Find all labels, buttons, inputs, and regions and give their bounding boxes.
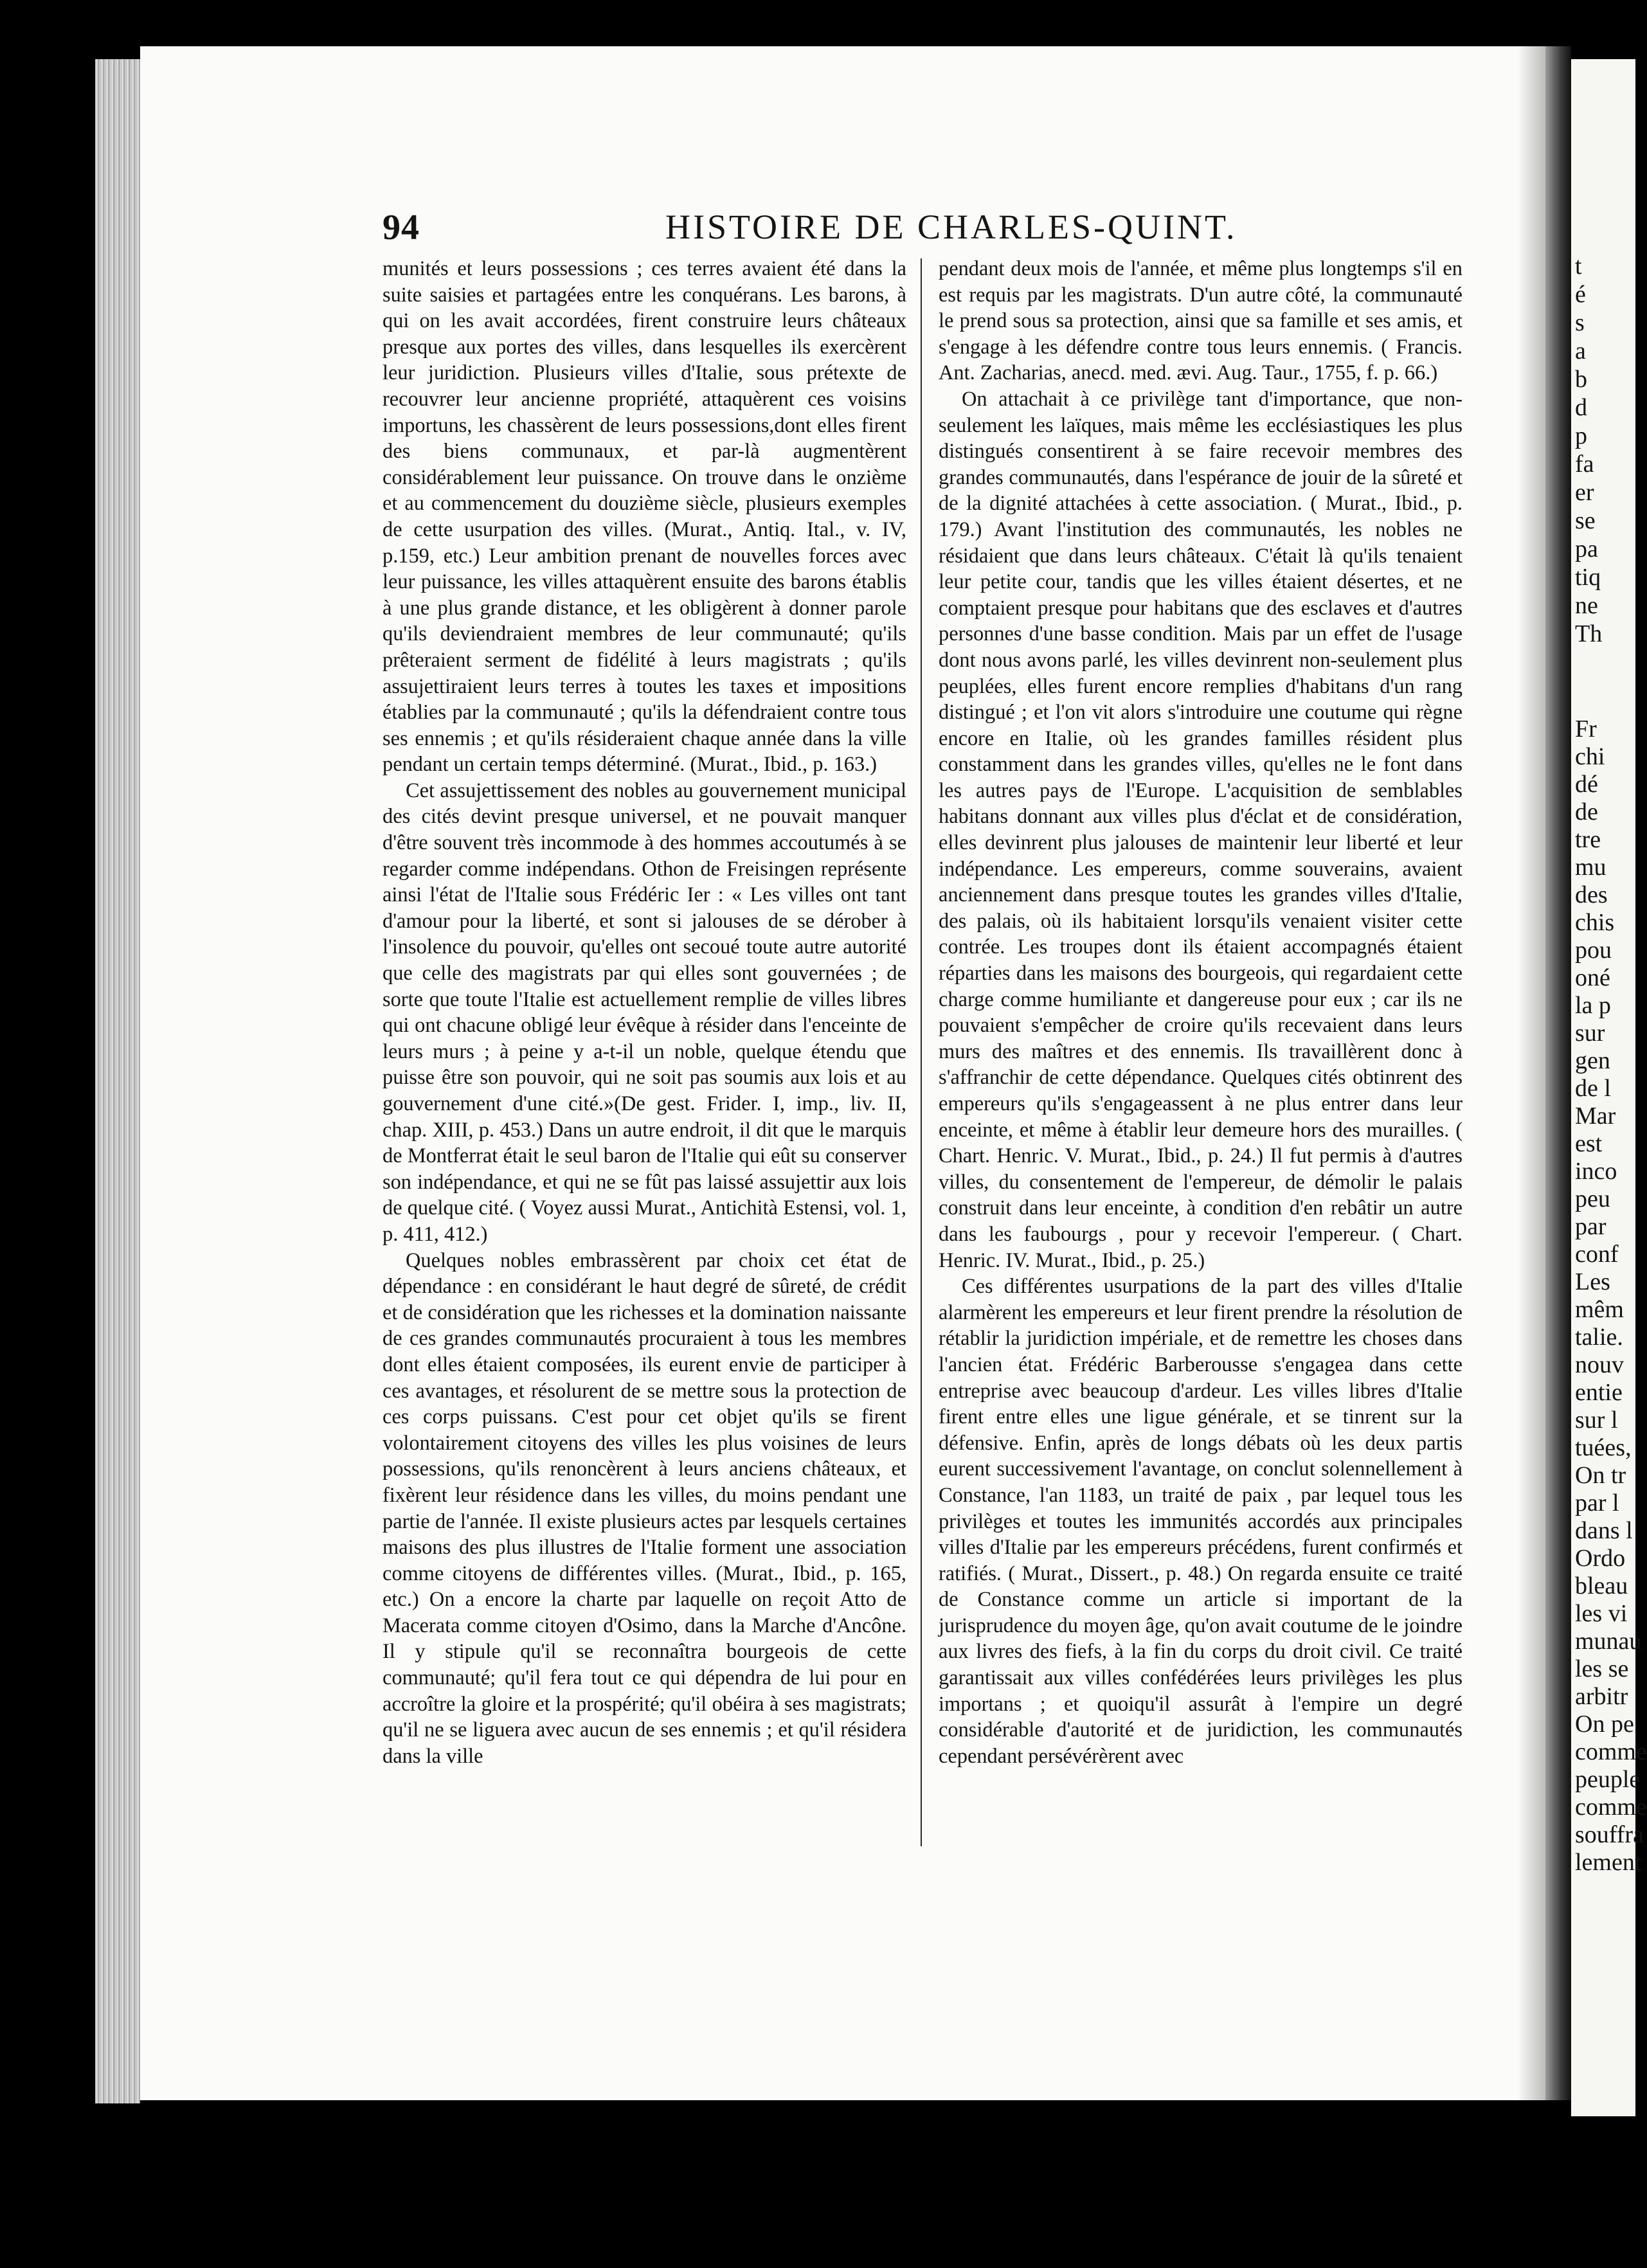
page-header: [382, 207, 1238, 248]
facing-page-fragment-text: par: [1575, 1213, 1607, 1240]
facing-page-fragment-text: inco: [1575, 1158, 1617, 1185]
left-text-column: [382, 256, 906, 1769]
facing-page-fragment-text: souffra: [1575, 1821, 1644, 1848]
facing-page-fragment-text: tiq: [1575, 564, 1601, 591]
paragraph: munités et leurs possessions ; ces terres avaient été dans la suite saisies et partagées entre les conquérans. Les barons, à qui on les avait accordées, firent construire leurs châteaux presque aux portes des villes, dans lesquelles ils exercèrent leur juridiction. Plusieurs villes d'Italie, sous prétexte de recouvrer leur ancienne propriété, attaquèrent ces voisins importuns, les chassèrent de leurs possessions,dont elles firent des biens communaux, et par-là augmentèrent considérablement leur puissance. On trouve dans le onzième et au commencement du douzième siècle, plusieurs exemples de cette usurpation des villes. (Murat., Antiq. Ital., v. IV, p.159, etc.) Leur ambition prenant de nouvelles forces avec leur puissance, les villes attaquèrent ensuite des barons établis à une plus grande distance, et les obligèrent à donner parole qu'ils deviendraient membres de leur communauté; qu'ils prêteraient serment de fidélité à leurs magistrats ; qu'ils assujettiraient leurs terres à toutes les taxes et impositions établies par la communauté ; qu'ils la défendraient contre tous ses ennemis ; et qu'ils résideraient chaque année dans la ville pendant un certain temps déterminé. (Murat., Ibid., p. 163.): [382, 257, 906, 777]
facing-page-fragment-text: p: [1575, 422, 1587, 449]
facing-page-fragment-text: nouv: [1575, 1351, 1624, 1378]
facing-page-fragment-text: peu: [1575, 1185, 1610, 1212]
facing-page-fragment-text: talie.: [1575, 1324, 1623, 1351]
facing-page-fragment-text: a: [1575, 338, 1586, 364]
facing-page-fragment-text: Les: [1575, 1268, 1610, 1295]
facing-page-fragment-text: On tr: [1575, 1462, 1626, 1489]
facing-page-fragment: [1571, 59, 1647, 2116]
facing-page-fragment-text: mu: [1575, 854, 1607, 881]
facing-page-fragment-text: la p: [1575, 992, 1611, 1019]
facing-page-fragment-text: conf: [1575, 1241, 1619, 1268]
paragraph: pendant deux mois de l'année, et même plus longtemps s'il en est requis par les magistrats. D'un autre côté, la communauté le prend sous sa protection, ainsi que sa famille et ses amis, et s'engage à les défendre contre tous leurs ennemis. ( Francis. Ant. Zacharias, anecd. med. ævi. Aug. Taur., 1755, f. p. 66.): [939, 257, 1462, 385]
facing-page-fragment-text: tuées,: [1575, 1434, 1632, 1461]
book-page-edges: [95, 59, 140, 2103]
facing-page-fragment-text: comme: [1575, 1738, 1647, 1765]
facing-page-fragment-text: oné: [1575, 964, 1610, 991]
paragraph: Ces différentes usurpations de la part des villes d'Italie alarmèrent les empereurs et leur firent prendre la résolution de rétablir la juridiction impériale, et de remettre les choses dans l'ancien état. Frédéric Barberousse s'engagea dans cette entreprise avec beaucoup d'ardeur. Les villes libres d'Italie firent entre elles une ligue générale, et se tinrent sur la défensive. Enfin, après de longs débats où les deux partis eurent successivement l'avantage, on conclut solennellement à Constance, l'an 1183, un traité de paix , par lequel tous les privilèges et toutes les immunités accordés aux principales villes d'Italie par les empereurs précédens, furent confirmés et ratifiés. ( Murat., Dissert., p. 48.) On regarda ensuite ce traité de Constance comme un article si important de la jurisprudence du moyen âge, qu'on avait coutume de le joindre aux livres des fiefs, à la fin du corps du droit civil. Ce traité garantissait aux villes confédérées leurs privilèges les plus importans ; et quoiqu'il assurât à l'empire un degré considérable d'autorité et de juridiction, les communautés cependant persévérèrent avec: [939, 1275, 1462, 1768]
page-number: 94: [382, 208, 420, 248]
facing-page-fragment-text: pa: [1575, 536, 1598, 562]
spine-shadow: [1517, 46, 1545, 2100]
facing-page-fragment-text: dé: [1575, 771, 1598, 798]
paragraph: Quelques nobles embrassèrent par choix cet état de dépendance : en considérant le haut degré de sûreté, de crédit et de considération que les richesses et la domination naissante de ces grandes communautés procuraient à tous les membres dont elles étaient composées, ils eurent envie de participer à ces avantages, et résolurent de se mettre sous la protection de ces corps puissans. C'est pour cet objet qu'ils se firent volontairement citoyens des villes les plus voisines de leurs possessions, qu'ils renoncèrent à leurs anciens châteaux, et fixèrent leur résidence dans les villes, du moins pendant une partie de l'année. Il existe plusieurs actes par lesquels certaines maisons des plus illustres de l'Italie forment une association comme citoyens de différentes villes. (Murat., Ibid., p. 165, etc.) On a encore la charte par laquelle on reçoit Atto de Macerata comme citoyen d'Osimo, dans la Marche d'Ancône. Il y stipule qu'il se reconnaîtra bourgeois de cette communauté; qu'il fera tout ce qui dépendra de lui pour en accroître la gloire et la prospérité; qu'il obéira à ses magistrats; qu'il ne se liguera avec aucun de ses ennemis ; et qu'il résidera dans la ville: [382, 1248, 906, 1768]
facing-page-fragment-text: peuple: [1575, 1766, 1641, 1793]
facing-page-fragment-text: ne: [1575, 592, 1598, 619]
book-gutter: [1545, 46, 1571, 2100]
facing-page-fragment-text: par l: [1575, 1490, 1619, 1516]
facing-page-fragment-text: gen: [1575, 1047, 1610, 1074]
facing-page-fragment-text: s: [1575, 309, 1585, 336]
facing-page-fragment-text: les vi: [1575, 1600, 1628, 1627]
facing-page-fragment-text: Fr: [1575, 716, 1597, 742]
facing-page-fragment-text: Ordo: [1575, 1545, 1626, 1572]
facing-page-fragment-text: fa: [1575, 451, 1594, 478]
facing-page-fragment-text: chis: [1575, 909, 1615, 936]
facing-page-fragment-text: On pe: [1575, 1711, 1634, 1738]
facing-page-fragment-text: est: [1575, 1130, 1603, 1157]
paragraph: On attachait à ce privilège tant d'importance, que non-seulement les laïques, mais même les ecclésiastiques les plus distingués consentirent à se faire recevoir membres des grandes communautés, dans l'espérance de jouir de la sûreté et de la dignité attachées à cette association. ( Murat., Ibid., p. 179.) Avant l'institution des communautés, les nobles ne résidaient que dans leurs châteaux. C'était là qu'ils tenaient leur petite cour, tandis que les villes étaient désertes, et ne comptaient presque pour habitans que des esclaves et d'autres personnes d'une basse condition. Mais par un effet de l'usage dont nous avons parlé, les villes devinrent non-seulement plus peuplées, elles furent encore remplies d'habitans d'un rang distingué ; et l'on vit alors s'introduire une coutume qui règne encore en Italie, où les grandes familles résident plus constamment dans les grandes villes, qu'elles ne le font dans les autres pays de l'Europe. L'acquisition de semblables habitans donnant aux villes plus d'éclat et de considération, elles devinrent plus jalouses de maintenir leur liberté et leur indépendance. Les empereurs, comme souverains, avaient anciennement dans presque toutes les grandes villes d'Italie, des palais, où ils habitaient lorsqu'ils venaient visiter cette contrée. Les troupes dont ils étaient accompagnés étaient réparties dans les maisons des bourgeois, qui regardaient cette charge comme humiliante et dangereuse pour eux ; car ils ne pouvaient s'empêcher de croire qu'ils recevaient dans leurs murs des maîtres et des ennemis. Ils travaillèrent donc à s'affranchir de cette dépendance. Quelques cités obtinrent des empereurs qu'ils s'engageassent à ne plus entrer dans leur enceinte, et même à établir leur demeure hors des murailles. ( Chart. Henric. V. Murat., Ibid., p. 24.) Il fut permis à d'autres villes, du consentement de l'empereur, de démolir le palais construit dans leur enceinte, à condition d'en rebâtir un autre dans les faubourgs , pour y recevoir l'empereur. ( Chart. Henric. IV. Murat., Ibid., p. 25.): [939, 387, 1462, 1272]
facing-page-fragment-text: les se: [1575, 1655, 1629, 1682]
facing-page-fragment-text: munau: [1575, 1628, 1642, 1655]
facing-page-fragment-text: er: [1575, 479, 1594, 506]
facing-page-fragment-text: pou: [1575, 937, 1612, 964]
facing-page-fragment-text: Mar: [1575, 1102, 1616, 1130]
right-text-column: [939, 256, 1462, 1769]
facing-page-fragment-text: comme: [1575, 1794, 1647, 1821]
facing-page-fragment-text: de l: [1575, 1075, 1611, 1102]
column-divider: [921, 258, 922, 1846]
facing-page-fragment-text: sur: [1575, 1020, 1605, 1047]
facing-page-fragment-text: lement: [1575, 1849, 1642, 1876]
facing-page-fragment-text: chi: [1575, 743, 1605, 770]
running-title: HISTOIRE DE CHARLES-QUINT.: [665, 208, 1238, 246]
facing-page-fragment-text: tre: [1575, 826, 1601, 853]
facing-page-fragment-text: d: [1575, 394, 1587, 421]
paragraph: Cet assujettissement des nobles au gouvernement municipal des cités devint presque universel, et ne pouvait manquer d'être souvent très incommode à des hommes accoutumés à se regarder comme indépendans. Othon de Freisingen représente ainsi l'état de l'Italie sous Frédéric Ier : « Les villes ont tant d'amour pour la liberté, et sont si jalouses de se dérober à l'insolence du pouvoir, qu'elles ont secoué toute autre autorité que celle des magistrats par qui elles sont gouvernées ; de sorte que toute l'Italie est actuellement remplie de villes libres qui ont chacune obligé leur évêque à résider dans l'enceinte de leurs murs ; à peine y a-t-il un noble, quelque étendu que puisse être son pouvoir, qui ne soit pas soumis aux lois et au gouvernement d'une cité.»(De gest. Frider. I, imp., liv. II, chap. XIII, p. 453.) Dans un autre endroit, il dit que le marquis de Montferrat était le seul baron de l'Italie qui eût su conserver son indépendance, et qui ne se fût pas laissé assujettir aux lois de quelque cité. ( Voyez aussi Murat., Antichità Estensi, vol. 1, p. 411, 412.): [382, 779, 906, 1246]
facing-page-fragment-text: se: [1575, 507, 1596, 534]
facing-page-fragment-text: des: [1575, 881, 1608, 908]
facing-page-fragment-text: t: [1575, 253, 1582, 280]
facing-page-fragment-text: entie: [1575, 1379, 1623, 1406]
facing-page-fragment-text: é: [1575, 281, 1586, 308]
facing-page-fragment-text: bleau: [1575, 1572, 1628, 1599]
facing-page-fragment-text: mêm: [1575, 1296, 1624, 1323]
facing-page-fragment-text: Th: [1575, 620, 1603, 647]
facing-page-fragment-text: sur l: [1575, 1407, 1618, 1434]
facing-page-fragment-text: b: [1575, 366, 1587, 393]
facing-page-fragment-text: de: [1575, 798, 1598, 825]
facing-page-fragment-text: arbitr: [1575, 1683, 1628, 1710]
facing-page-fragment-text: dans l: [1575, 1517, 1633, 1544]
